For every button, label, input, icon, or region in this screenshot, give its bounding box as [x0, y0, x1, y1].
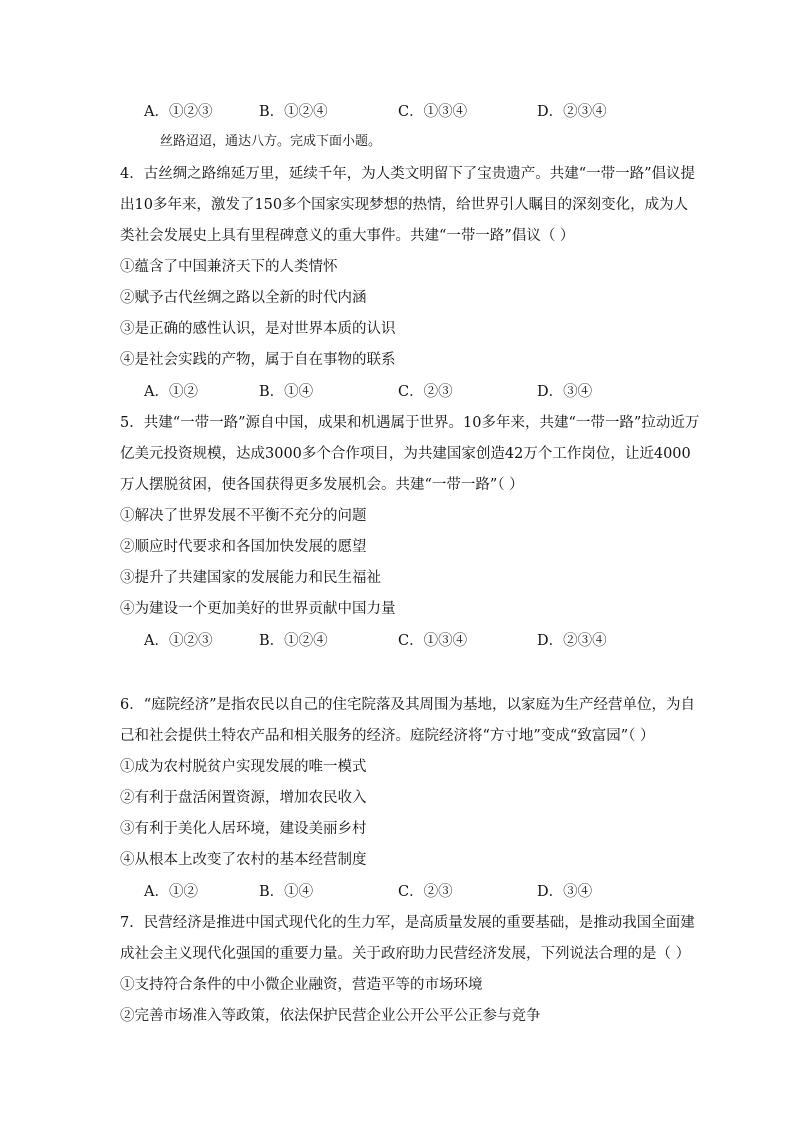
intro-note: 丝路迢迢，通达八方。完成下面小题。: [160, 134, 382, 149]
question-5-statement-1: ①解决了世界发展不平衡不充分的问题: [120, 508, 367, 524]
question-6-option-c[interactable]: C．②③: [398, 884, 453, 900]
question-6-option-a[interactable]: A．①②: [144, 884, 198, 900]
question-5-option-c[interactable]: C．①③④: [398, 633, 468, 649]
option-a[interactable]: A．①②③: [144, 104, 213, 120]
question-4-option-a[interactable]: A．①②: [144, 384, 198, 400]
question-6-stem-line-2: 己和社会提供土特农产品和相关服务的经济。庭院经济将“方寸地”变成“致富园”（ ）: [120, 728, 655, 744]
question-5-option-a[interactable]: A．①②③: [144, 633, 213, 649]
question-5-option-b[interactable]: B．①②④: [259, 633, 328, 649]
question-4-statement-4: ④是社会实践的产物，属于自在事物的联系: [120, 352, 396, 368]
question-6-statement-3: ③有利于美化人居环境，建设美丽乡村: [120, 821, 367, 837]
option-b[interactable]: B．①②④: [259, 104, 328, 120]
question-6-option-b[interactable]: B．①④: [259, 884, 314, 900]
question-5-statement-3: ③提升了共建国家的发展能力和民生福祉: [120, 570, 381, 586]
question-4-option-d[interactable]: D．③④: [537, 384, 593, 400]
option-d[interactable]: D．②③④: [537, 104, 607, 120]
question-5-statement-4: ④为建设一个更加美好的世界贡献中国力量: [120, 601, 396, 617]
question-4-statement-2: ②赋予古代丝绸之路以全新的时代内涵: [120, 290, 367, 306]
option-c[interactable]: C．①③④: [398, 104, 468, 120]
question-4-stem-line-2: 出10多年来，激发了150多个国家实现梦想的热情，给世界引人瞩目的深刻变化，成为人: [120, 197, 689, 213]
question-7-statement-2: ②完善市场准入等政策，依法保护民营企业公开公平公正参与竞争: [120, 1008, 541, 1024]
question-7-stem-line-2: 成社会主义现代化强国的重要力量。关于政府助力民营经济发展，下列说法合理的是（ ）: [120, 946, 691, 962]
question-5-stem-line-3: 万人摆脱贫困，使各国获得更多发展机会。共建“一带一路”（ ）: [120, 477, 524, 493]
question-6-statement-4: ④从根本上改变了农村的基本经营制度: [120, 852, 367, 868]
question-5-statement-2: ②顺应时代要求和各国加快发展的愿望: [120, 539, 367, 555]
question-6-stem-line-1: 6．“庭院经济”是指农民以自己的住宅院落及其周围为基地，以家庭为生产经营单位，为自: [120, 697, 696, 713]
question-4-stem-line-3: 类社会发展史上具有里程碑意义的重大事件。共建“一带一路”倡议（ ）: [120, 228, 575, 244]
question-5-stem-line-1: 5．共建“一带一路”源自中国，成果和机遇属于世界。10多年来，共建“一带一路”拉动近万: [120, 415, 700, 431]
question-5-stem-line-2: 亿美元投资规模，达成3000多个合作项目，为共建国家创造42万个工作岗位，让近4000: [120, 446, 691, 462]
question-6-option-d[interactable]: D．③④: [537, 884, 593, 900]
question-4-statement-3: ③是正确的感性认识，是对世界本质的认识: [120, 321, 396, 337]
question-6-statement-2: ②有利于盘活闲置资源，增加农民收入: [120, 790, 367, 806]
question-4-stem-line-1: 4．古丝绸之路绵延万里，延续千年，为人类文明留下了宝贵遗产。共建“一带一路”倡议提: [120, 166, 696, 182]
question-6-statement-1: ①成为农村脱贫户实现发展的唯一模式: [120, 759, 367, 775]
question-5-option-d[interactable]: D．②③④: [537, 633, 607, 649]
question-7-stem-line-1: 7．民营经济是推进中国式现代化的生力军，是高质量发展的重要基础，是推动我国全面建: [120, 915, 695, 931]
question-4-option-b[interactable]: B．①④: [259, 384, 314, 400]
question-4-option-c[interactable]: C．②③: [398, 384, 453, 400]
question-7-statement-1: ①支持符合条件的中小微企业融资，营造平等的市场环境: [120, 977, 483, 993]
question-4-statement-1: ①蕴含了中国兼济天下的人类情怀: [120, 259, 338, 275]
